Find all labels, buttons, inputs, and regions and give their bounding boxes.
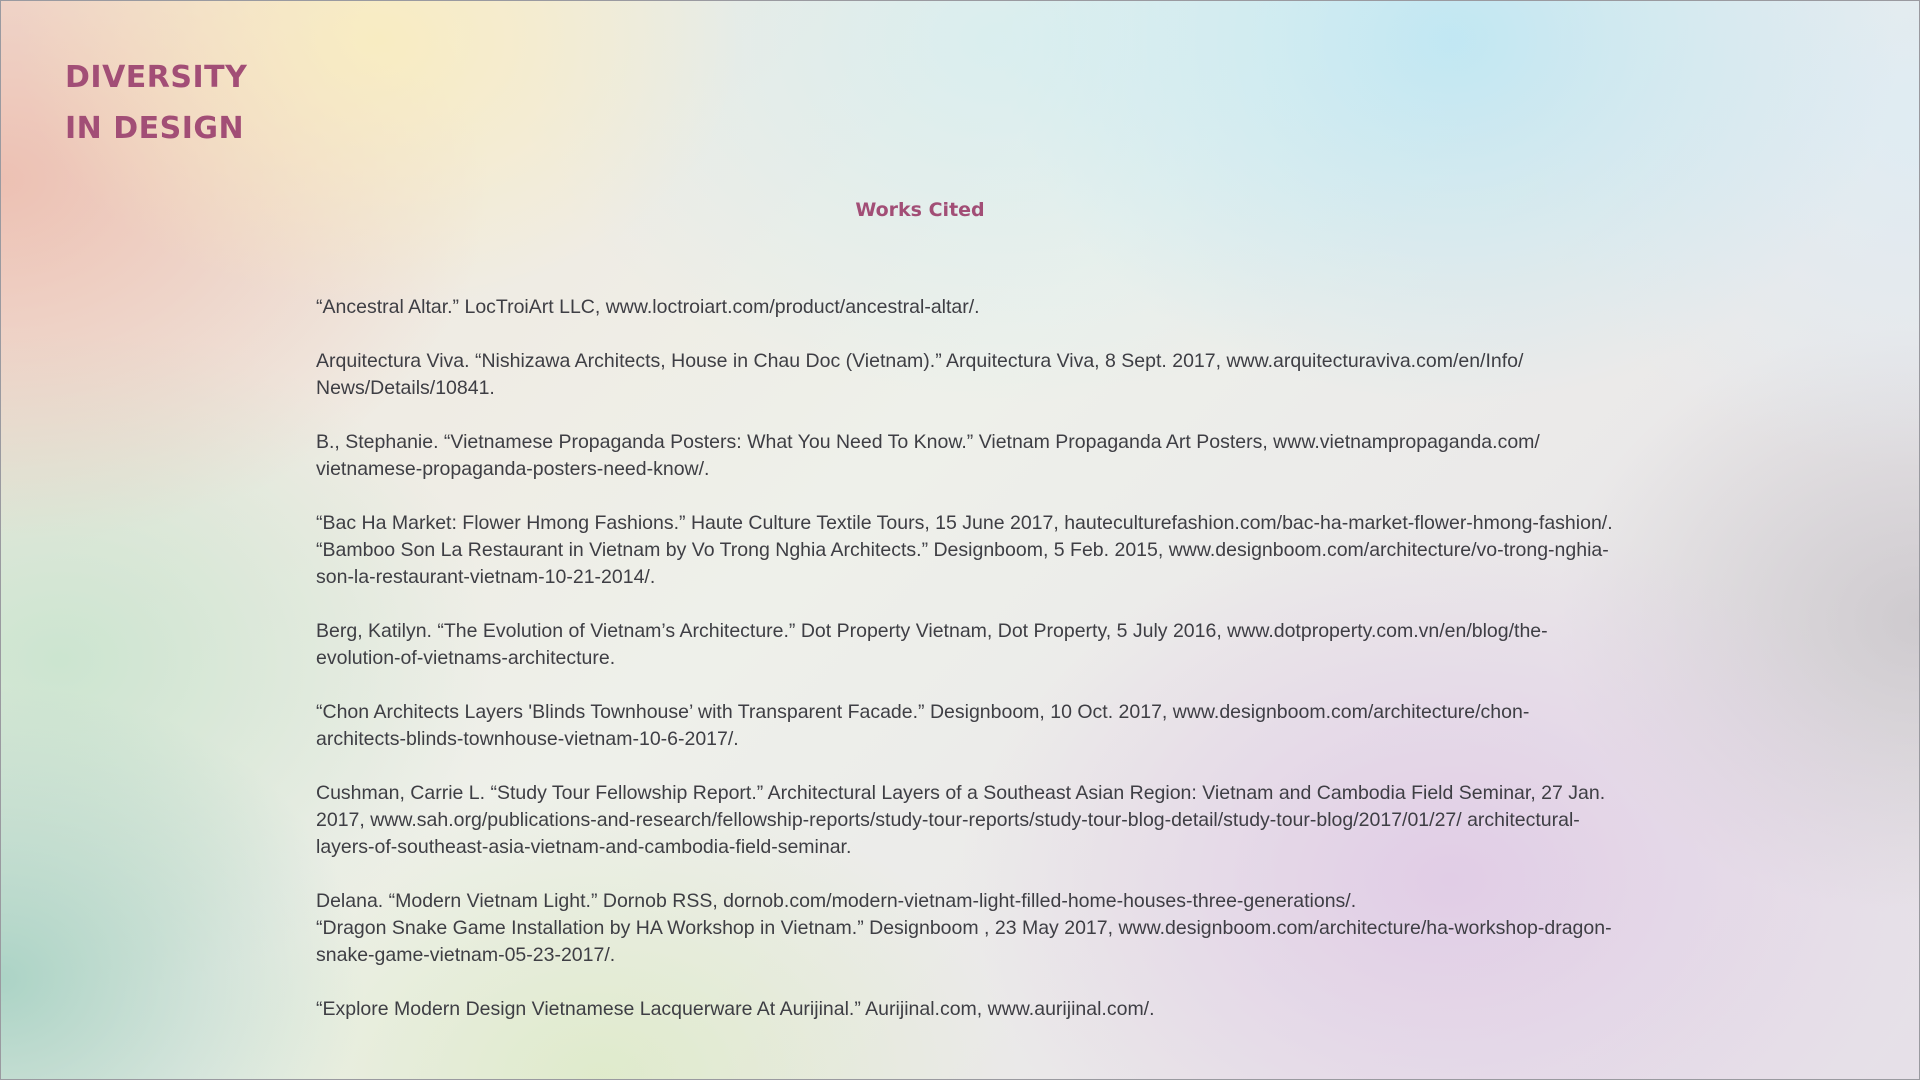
logo-line-1: DIVERSITY xyxy=(65,60,248,95)
citation-list xyxy=(316,294,1616,1023)
citation-item: “Chon Architects Layers 'Blinds Townhouse’ with Transparent Facade.” Designboom, 10 Oct. 2017, www.designboom.com/architecture/chon-architects-blinds-townhouse-vietnam-10-6-2017/. xyxy=(316,701,1530,750)
citation-item: Delana. “Modern Vietnam Light.” Dornob RSS, dornob.com/modern-vietnam-light-filled-home-houses-three-generations/. xyxy=(316,890,1357,912)
page-title: Works Cited xyxy=(855,199,985,221)
citation-item: Berg, Katilyn. “The Evolution of Vietnam’s Architecture.” Dot Property Vietnam, Dot Property, 5 July 2016, www.dotproperty.com.vn/en/blog/the-evolution-of-vietnams-architecture. xyxy=(316,620,1548,669)
logo-line-2: IN DESIGN xyxy=(65,111,245,146)
citation-item: B., Stephanie. “Vietnamese Propaganda Posters: What You Need To Know.” Vietnam Propaganda Art Posters, www.vietnampropaganda.com/ vietnamese-propaganda-posters-need-know/. xyxy=(316,431,1540,480)
citation-item: “Explore Modern Design Vietnamese Lacquerware At Aurijinal.” Aurijinal.com, www.aurijinal.com/. xyxy=(316,998,1155,1020)
citation-item: Arquitectura Viva. “Nishizawa Architects, House in Chau Doc (Vietnam).” Arquitectura Viva, 8 Sept. 2017, www.arquitecturaviva.com/en/Info/ News/Details/10841. xyxy=(316,350,1524,399)
citation-item: Cushman, Carrie L. “Study Tour Fellowship Report.” Architectural Layers of a Southeast Asian Region: Vietnam and Cambodia Field Seminar, 27 Jan. 2017, www.sah.org/publications-and-research/fellowship-reports/study-tour-reports/study-tour-blog-detail/study-tour-blog/2017/01/27/ architectural-layers-of-southeast-asia-vietnam-and-cambodia-field-seminar. xyxy=(316,782,1606,858)
citation-item: “Bamboo Son La Restaurant in Vietnam by Vo Trong Nghia Architects.” Designboom, 5 Feb. 2015, www.designboom.com/architecture/vo-trong-nghia-son-la-restaurant-vietnam-10-21-2014/. xyxy=(316,539,1609,588)
citation-item: “Dragon Snake Game Installation by HA Workshop in Vietnam.” Designboom , 23 May 2017, www.designboom.com/architecture/ha-workshop-dragon-snake-game-vietnam-05-23-2017/. xyxy=(316,917,1612,966)
citation-item: “Ancestral Altar.” LocTroiArt LLC, www.loctroiart.com/product/ancestral-altar/. xyxy=(316,296,980,318)
brand-logo xyxy=(65,52,247,154)
citation-item: “Bac Ha Market: Flower Hmong Fashions.” Haute Culture Textile Tours, 15 June 2017, hauteculturefashion.com/bac-ha-market-flower-hmong-fashion/. xyxy=(316,512,1613,534)
